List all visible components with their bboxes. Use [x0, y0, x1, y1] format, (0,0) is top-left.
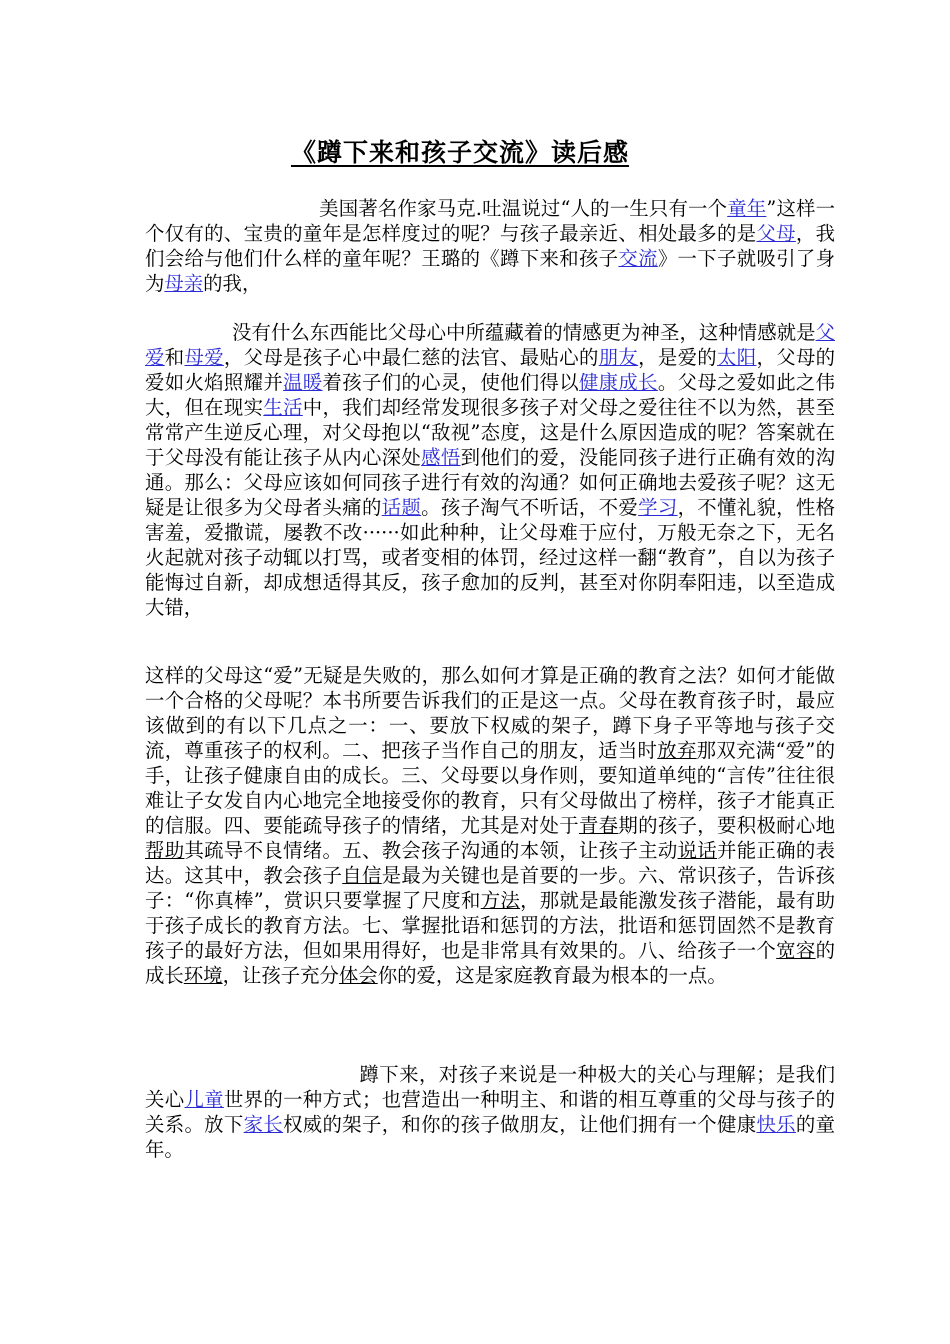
text: 的我， — [203, 272, 262, 295]
text: 和 — [164, 346, 185, 369]
paragraph-1 — [145, 196, 835, 296]
text: 蹲下来，对孩子来说是一种极大的关心与理解；是我们关心 — [145, 1063, 835, 1111]
text: 。孩子淘气不听话，不爱 — [421, 496, 639, 519]
text: 你的爱，这是家庭教育最为根本的一点。 — [377, 964, 727, 987]
text: ，不懂礼貌，性格害羞，爱撒谎，屡教不改······如此种种，让父母难于应付，万般无奈之下，无名火起就对孩子动辄以打骂，或者变相的体罚，经过这样一翻“教育”，自以为孩子能悔过自新，却成想适得其反，孩子愈加的反判，甚至对你阴奉阳违，以至造成大错， — [145, 496, 836, 619]
underlined-term: 放弃 — [657, 739, 697, 762]
link-muai[interactable]: 母爱 — [184, 346, 224, 369]
link-taiyang[interactable]: 太阳 — [717, 346, 757, 369]
link-fumu[interactable]: 父母 — [756, 222, 796, 245]
text: ”这样一个仅有的、宝贵的童年是怎样度过的呢？与孩子最亲近、相处最多的是 — [145, 197, 836, 245]
underlined-term: 环境 — [183, 964, 223, 987]
text: ，我们会给与他们什么样的童年呢？王璐的《蹲下来和孩子 — [145, 222, 836, 270]
text: 》一下子就吸引了身为 — [145, 247, 836, 295]
text: 着孩子们的心灵，使他们得以 — [322, 371, 579, 394]
link-tongnian[interactable]: 童年 — [727, 197, 767, 220]
text: 中，我们却经常发现很多孩子对父母之爱往往不以为然，甚至常常产生逆反心理，对父母抱以“敌视”态度，这是什么原因造成的呢？答案就在于父母没有能让孩子从内心深处 — [145, 396, 836, 469]
underlined-term: 体会 — [338, 964, 378, 987]
underlined-term: 宽容 — [776, 939, 816, 962]
link-huati[interactable]: 话题 — [381, 496, 422, 519]
link-pengyou[interactable]: 朋友 — [598, 346, 639, 369]
text: ，那就是最能激发孩子潜能，最有助于孩子成长的教育方法。七、掌握批语和惩罚的方法，批语和惩罚固然不是教育孩子的最好方法，但如果用得好，也是非常具有效果的。八、给孩子一个 — [145, 889, 836, 962]
text: 并能正确的表达。这其中，教会孩子 — [145, 839, 836, 887]
text: 是最为关键也是首要的一步。六、常识孩子，告诉孩子：“你真棒”，赏识只要掌握了尺度和 — [145, 864, 836, 912]
underlined-term: 说话 — [677, 839, 718, 862]
text: 。父母之爱如此之伟大，但在现实 — [145, 371, 836, 419]
link-kuaile[interactable]: 快乐 — [756, 1113, 796, 1136]
text: 没有什么东西能比父母心中所蕴藏着的情感更为神圣，这种情感就是 — [232, 321, 816, 344]
text: ，父母是孩子心中最仁慈的法官、最贴心的 — [223, 346, 599, 369]
link-jiankang-chengzhang[interactable]: 健康成长 — [578, 371, 658, 394]
link-jiaoliu[interactable]: 交流 — [618, 247, 658, 270]
text: 的童年。 — [145, 1113, 836, 1161]
text: 权威的架子，和你的孩子做朋友，让他们拥有一个健康 — [283, 1113, 757, 1136]
link-shenghuo[interactable]: 生活 — [263, 396, 303, 419]
link-muqin[interactable]: 母亲 — [164, 272, 204, 295]
text: 的成长 — [145, 939, 836, 987]
text: 到他们的爱，没能同孩子进行正确有效的沟通。那么：父母应该如何同孩子进行有效的沟通？如何正确地去爱孩子呢？这无疑是让很多为父母者头痛的 — [145, 446, 836, 519]
link-jiazhang[interactable]: 家长 — [243, 1113, 284, 1136]
link-ertong[interactable]: 儿童 — [184, 1088, 224, 1111]
text: ，让孩子充分 — [222, 964, 339, 987]
link-xuexi[interactable]: 学习 — [638, 496, 678, 519]
text: ，父母的爱如火焰照耀并 — [145, 346, 836, 394]
text: ，是爱的 — [638, 346, 718, 369]
underlined-term: 方法 — [480, 889, 521, 912]
text: 期的孩子，要积极耐心地 — [618, 814, 836, 837]
paragraph-2 — [145, 320, 835, 620]
document-title: 《蹲下来和孩子交流》读后感 — [290, 138, 629, 167]
underlined-term: 帮助 — [145, 839, 185, 862]
link-ganwu[interactable]: 感悟 — [421, 446, 461, 469]
text: 世界的一种方式；也营造出一种明主、和谐的相互尊重的父母与孩子的关系。放下 — [145, 1088, 836, 1136]
text: 其疏导不良情绪。五、教会孩子沟通的本领，让孩子主动 — [184, 839, 678, 862]
underlined-term: 青春 — [578, 814, 619, 837]
link-wennuan[interactable]: 温暖 — [283, 371, 323, 394]
text: 那双充满“爱”的手，让孩子健康自由的成长。三、父母要以身作则，要知道单纯的“言传”往往很难让子女发自内心地完全地接受你的教育，只有父母做出了榜样，孩子才能真正的信服。四、要能疏导孩子的情绪，尤其是对处于 — [145, 739, 836, 837]
link-fuai[interactable]: 父爱 — [145, 321, 835, 369]
paragraph-4 — [145, 1062, 835, 1162]
text: 这样的父母这“爱”无疑是失败的，那么如何才算是正确的教育之法？如何才能做一个合格的父母呢？本书所要告诉我们的正是这一点。父母在教育孩子时，最应该做到的有以下几点之一：一、要放下权威的架子，蹲下身子平等地与孩子交流，尊重孩子的权利。二、把孩子当作自己的朋友，适当时 — [145, 664, 835, 762]
underlined-term: 自信 — [342, 864, 382, 887]
paragraph-3 — [145, 663, 835, 988]
text: 美国著名作家马克.吐温说过“人的一生只有一个 — [319, 197, 728, 220]
